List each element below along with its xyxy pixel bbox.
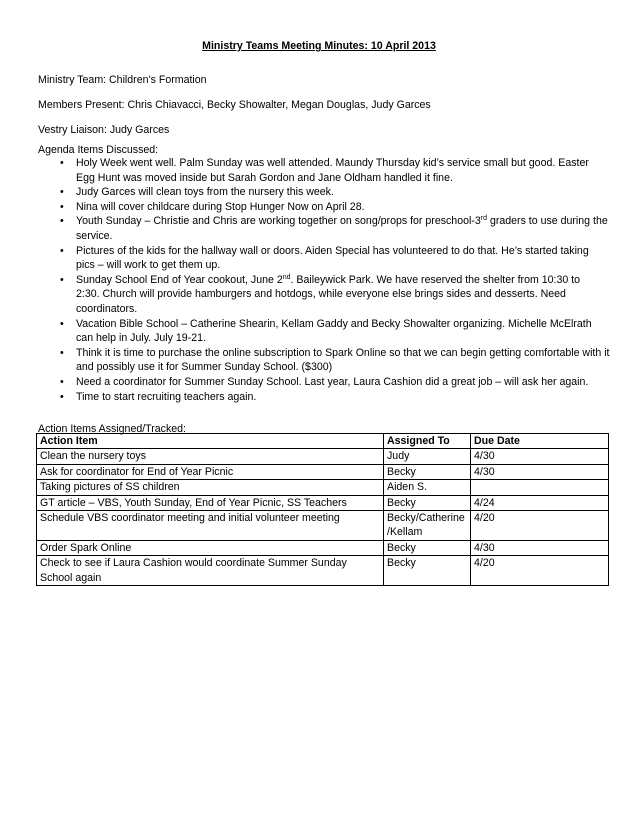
action-item-cell: Schedule VBS coordinator meeting and initial volunteer meeting xyxy=(37,511,384,541)
agenda-item: • Pictures of the kids for the hallway wall or doors. Aiden Special has volunteered to do that. He’s started taking pics – will work to get them up. xyxy=(60,244,589,272)
assigned-to-cell: Aiden S. xyxy=(384,480,471,495)
agenda-item: • Think it is time to purchase the online subscription to Spark Online so that we can begin getting comfortable with it and possibly use it for Summer Sunday School. ($300) xyxy=(60,346,610,374)
page-title: Ministry Teams Meeting Minutes: 10 April 2013 xyxy=(202,40,436,52)
due-date-cell: 4/30 xyxy=(471,540,609,555)
agenda-item: • Nina will cover childcare during Stop Hunger Now on April 28. xyxy=(60,200,365,213)
assigned-to-cell: Becky xyxy=(384,495,471,510)
bullet-marker: • xyxy=(60,346,64,359)
agenda-item: • Judy Garces will clean toys from the nursery this week. xyxy=(60,186,334,199)
table-row xyxy=(37,449,609,464)
due-date-cell: 4/24 xyxy=(471,495,609,510)
members-present-line: Members Present: Chris Chiavacci, Becky Showalter, Megan Douglas, Judy Garces xyxy=(38,99,431,111)
bullet-marker: • xyxy=(60,273,64,286)
agenda-heading: Agenda Items Discussed: xyxy=(38,144,159,156)
table-row xyxy=(37,540,609,555)
bullet-marker: • xyxy=(60,157,64,169)
agenda-list xyxy=(38,156,613,404)
action-item-cell: Order Spark Online xyxy=(37,540,384,555)
table-row xyxy=(37,480,609,495)
assigned-to-cell: Judy xyxy=(384,449,471,464)
assigned-to-cell: Becky xyxy=(384,464,471,479)
assigned-to-cell: Becky xyxy=(384,540,471,555)
due-date-cell: 4/20 xyxy=(471,556,609,586)
table-row xyxy=(37,495,609,510)
agenda-item: • Need a coordinator for Summer Sunday School. Last year, Laura Cashion did a great job – will ask her again. xyxy=(60,375,589,388)
action-item-cell: Taking pictures of SS children xyxy=(37,480,384,495)
table-row xyxy=(37,556,609,586)
agenda-item: • Vacation Bible School – Catherine Shearin, Kellam Gaddy and Becky Showalter organizing. Michelle McElrath can help in July. July 19-21. xyxy=(60,317,592,345)
bullet-marker: • xyxy=(60,390,64,403)
action-item-cell: Ask for coordinator for End of Year Picnic xyxy=(37,464,384,479)
bullet-marker: • xyxy=(60,375,64,388)
agenda-item: • Sunday School End of Year cookout, June 2nd. Baileywick Park. We have reserved the shelter from 10:30 to 2:30. Church will provide hamburgers and hotdogs, while everyone else brings sides and desserts. Need coordinators. xyxy=(60,273,581,315)
due-date-cell: 4/30 xyxy=(471,464,609,479)
due-date-cell xyxy=(471,480,609,495)
column-header-due-date: Due Date xyxy=(471,434,609,449)
table-header-row xyxy=(37,434,609,449)
column-header-assigned-to: Assigned To xyxy=(384,434,471,449)
column-header-action-item: Action Item xyxy=(37,434,384,449)
due-date-cell: 4/30 xyxy=(471,449,609,464)
bullet-marker: • xyxy=(60,215,64,228)
bullet-marker: • xyxy=(60,186,64,199)
action-items-table xyxy=(36,433,609,586)
bullet-marker: • xyxy=(60,317,64,330)
ministry-team-line: Ministry Team: Children’s Formation xyxy=(38,74,207,86)
action-item-cell: Check to see if Laura Cashion would coordinate Summer Sunday School again xyxy=(37,556,384,586)
assigned-to-cell: Becky xyxy=(384,556,471,586)
agenda-item: • Youth Sunday – Christie and Chris are working together on song/props for preschool-3rd graders to use during the service. xyxy=(60,215,608,242)
due-date-cell: 4/20 xyxy=(471,511,609,541)
agenda-item: • Time to start recruiting teachers again. xyxy=(60,390,257,403)
agenda-item: • Holy Week went well. Palm Sunday was well attended. Maundy Thursday kid’s service small but good. Easter Egg Hunt was moved inside but Sarah Gordon and Jane Oldham handled it fine. xyxy=(60,157,589,184)
vestry-liaison-line: Vestry Liaison: Judy Garces xyxy=(38,124,170,136)
bullet-marker: • xyxy=(60,244,64,257)
action-item-cell: GT article – VBS, Youth Sunday, End of Year Picnic, SS Teachers xyxy=(37,495,384,510)
action-item-cell: Clean the nursery toys xyxy=(37,449,384,464)
assigned-to-cell: Becky/Catherine /Kellam xyxy=(384,511,471,541)
action-items-heading: Action Items Assigned/Tracked: xyxy=(38,423,186,435)
table-row xyxy=(37,511,609,541)
table-row xyxy=(37,464,609,479)
bullet-marker: • xyxy=(60,200,64,213)
